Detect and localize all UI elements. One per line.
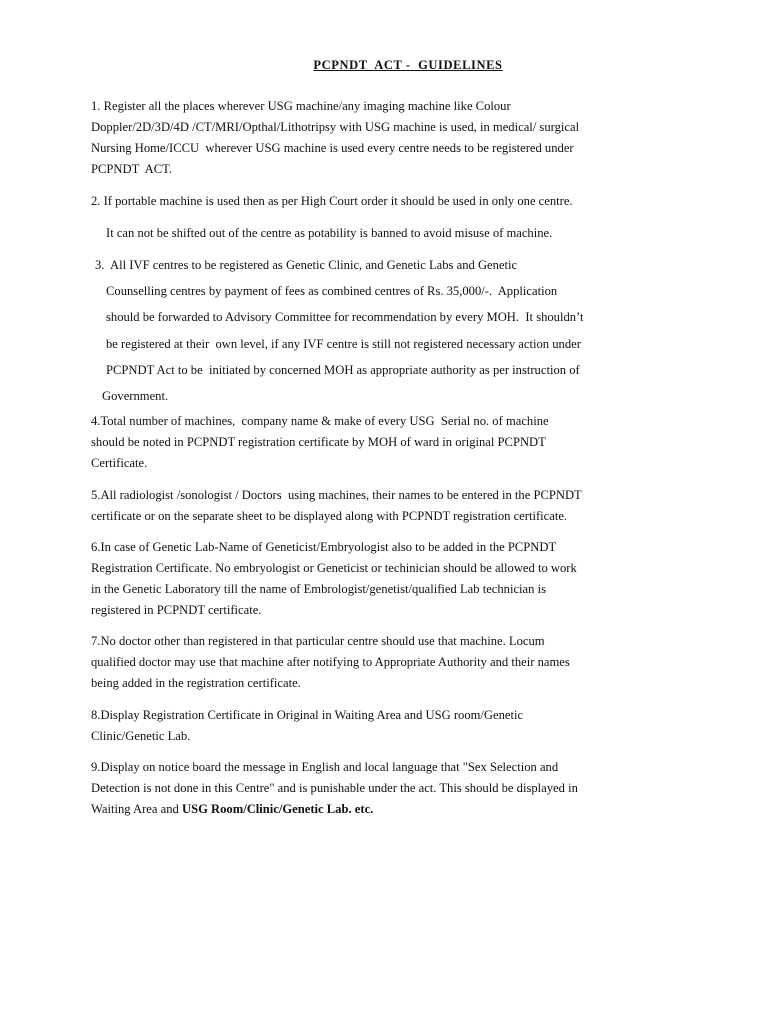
justified-line: 8.Display Registration Certificate in Original in Waiting Area and USG room/Genetic bbox=[91, 708, 524, 722]
guideline-item-8 bbox=[91, 705, 677, 747]
justified-line: 9.Display on notice board the message in English and local language that "Sex Selection and bbox=[91, 760, 559, 774]
text-line: should be noted in PCPNDT registration certificate by MOH of ward in original PCPNDT bbox=[91, 435, 546, 449]
text-line: 1. Register all the places wherever USG machine/any imaging machine like Colour bbox=[91, 99, 511, 113]
justified-line: 6.In case of Genetic Lab-Name of Geneticist/Embryologist also to be added in the PCPNDT bbox=[91, 540, 557, 554]
justified-line: in the Genetic Laboratory till the name of Embrologist/genetist/qualified Lab technician is bbox=[91, 582, 546, 596]
text-line: registered in PCPNDT certificate. bbox=[91, 603, 262, 617]
text-line: Doppler/2D/3D/4D /CT/MRI/Opthal/Lithotripsy with USG machine is used, in medical/ surgical bbox=[91, 120, 580, 134]
text-line bbox=[91, 799, 677, 820]
text-line: Clinic/Genetic Lab. bbox=[91, 729, 191, 743]
justified-line: Registration Certificate. No embryologist or Geneticist or techinician should be allowed to work bbox=[91, 561, 577, 575]
text-line: PCPNDT ACT. bbox=[91, 162, 173, 176]
text-line: Government. bbox=[102, 389, 169, 404]
justified-line: qualified doctor may use that machine after notifying to Appropriate Authority and their names bbox=[91, 655, 570, 669]
text-line: Nursing Home/ICCU wherever USG machine is used every centre needs to be registered under bbox=[91, 141, 574, 155]
text-line: should be forwarded to Advisory Committee for recommendation by every MOH. It shouldn’t bbox=[106, 310, 584, 325]
guideline-item-2 bbox=[91, 191, 681, 212]
text-fragment: Waiting Area and bbox=[91, 802, 182, 816]
text-line: It can not be shifted out of the centre as potability is banned to avoid misuse of machine. bbox=[106, 226, 553, 240]
guideline-item-7 bbox=[91, 631, 677, 694]
guideline-item-1 bbox=[91, 96, 681, 180]
guideline-item-4 bbox=[91, 411, 681, 474]
guideline-item-9 bbox=[91, 757, 677, 820]
justified-line: 7.No doctor other than registered in that particular centre should use that machine. Locum bbox=[91, 634, 545, 648]
text-line: Certificate. bbox=[91, 456, 148, 470]
text-line: 2. If portable machine is used then as per High Court order it should be used in only one centre. bbox=[91, 194, 573, 208]
bold-text: USG Room/Clinic/Genetic Lab. etc. bbox=[181, 802, 374, 816]
guideline-item-5 bbox=[91, 485, 681, 527]
guideline-item-3 bbox=[95, 252, 681, 409]
text-line: being added in the registration certificate. bbox=[91, 676, 301, 690]
text-line: Counselling centres by payment of fees as combined centres of Rs. 35,000/-. Application bbox=[106, 284, 558, 299]
text-line: 3. All IVF centres to be registered as Genetic Clinic, and Genetic Labs and Genetic bbox=[95, 258, 518, 272]
text-line: 5.All radiologist /sonologist / Doctors using machines, their names to be entered in the PCPNDT bbox=[91, 488, 582, 502]
justified-line: Detection is not done in this Centre" and is punishable under the act. This should be displayed in bbox=[91, 781, 578, 795]
guideline-item-6 bbox=[91, 537, 677, 621]
text-line: 4.Total number of machines, company name & make of every USG Serial no. of machine bbox=[91, 414, 549, 428]
text-line: certificate or on the separate sheet to be displayed along with PCPNDT registration certificate. bbox=[91, 509, 568, 523]
guideline-item-2-continued bbox=[106, 223, 681, 244]
text-line: be registered at their own level, if any IVF centre is still not registered necessary action under bbox=[106, 336, 581, 351]
text-line: PCPNDT Act to be initiated by concerned MOH as appropriate authority as per instruction of bbox=[106, 362, 580, 377]
page-title: PCPNDT ACT - GUIDELINES bbox=[313, 58, 503, 72]
